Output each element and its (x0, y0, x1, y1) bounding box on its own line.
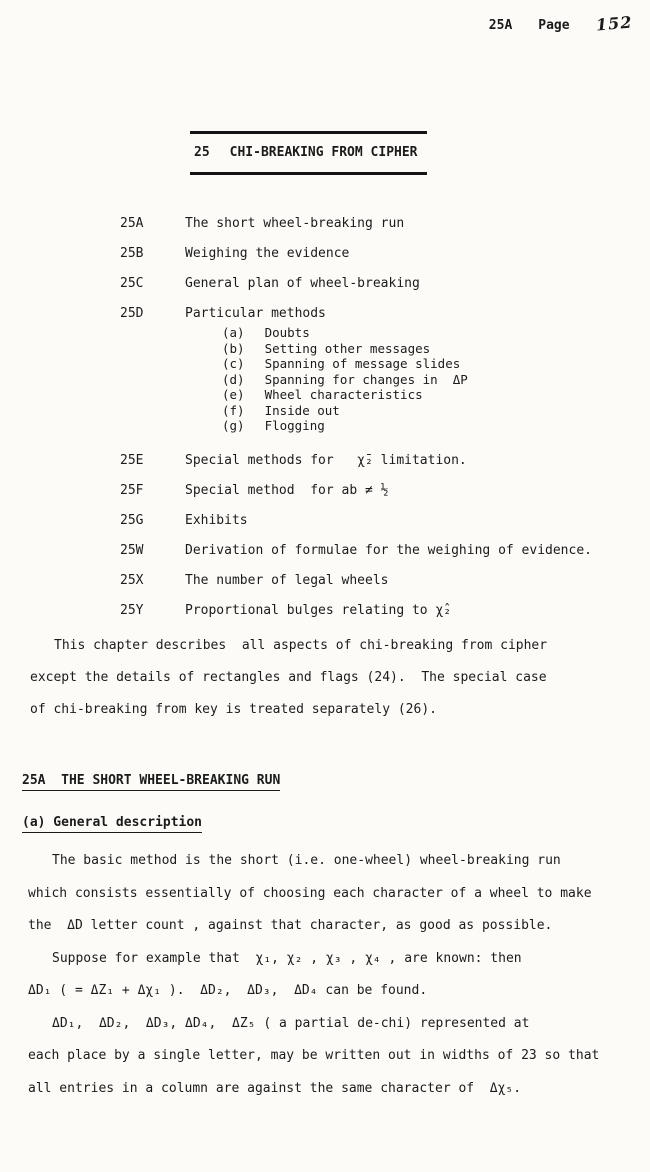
toc-num: 25B (120, 246, 144, 261)
toc-subitem-a (222, 325, 620, 341)
toc-subitem-e (222, 387, 620, 403)
page-header (489, 14, 632, 33)
table-of-contents (120, 215, 620, 632)
toc-num: 25A (120, 216, 144, 231)
toc-num: 25W (120, 542, 144, 558)
toc-label: Proportional bulges relating to χ̂₂ (185, 602, 452, 618)
toc-label: General plan of wheel-breaking (185, 276, 420, 291)
intro-line: This chapter describes all aspects of chi-breaking from cipher (54, 638, 548, 653)
toc-subitem-label: Doubts (264, 325, 310, 340)
body-line: ΔD₁, ΔD₂, ΔD₃, ΔD₄, ΔZ₅ ( a partial de-chi) represented at (52, 1015, 530, 1031)
toc-label: Special method for ab ≠ ½ (185, 482, 389, 498)
body-paragraphs (28, 845, 633, 1105)
toc-subitem-label: Spanning of message slides (264, 356, 461, 371)
toc-num: 25D (120, 306, 144, 321)
toc-row-25e (120, 452, 620, 470)
toc-subitem-label: Setting other messages (264, 340, 431, 356)
section-heading-25a (22, 773, 280, 788)
body-line: each place by a single letter, may be written out in widths of 23 so that (28, 1048, 600, 1063)
intro-paragraph (30, 630, 630, 726)
toc-subitem-label: Inside out (264, 402, 340, 418)
toc-label: The short wheel-breaking run (185, 216, 405, 231)
toc-row-25d (120, 305, 620, 323)
toc-subitem-d (222, 372, 620, 388)
body-line: The basic method is the short (i.e. one-wheel) wheel-breaking run (52, 853, 561, 868)
body-line: all entries in a column are against the same character of Δχ₅. (28, 1080, 522, 1096)
toc-subitem-tag: (c) (222, 356, 245, 371)
subsection-heading-a (22, 815, 202, 830)
toc-label: Particular methods (185, 306, 326, 321)
toc-label: Weighing the evidence (185, 246, 350, 261)
toc-label: Exhibits (185, 512, 248, 528)
toc-row-25c (120, 275, 620, 293)
toc-num: 25E (120, 452, 144, 468)
toc-subitem-tag: (b) (222, 340, 245, 356)
body-line: the ΔD letter count , against that character, as good as possible. (28, 918, 553, 933)
toc-label: Derivation of formulae for the weighing of evidence. (185, 542, 592, 558)
toc-subitem-tag: (g) (222, 418, 245, 433)
toc-subitem-tag: (d) (222, 371, 245, 387)
toc-num: 25F (120, 482, 144, 498)
toc-row-25b (120, 245, 620, 263)
toc-subitem-label: Wheel characteristics (264, 387, 423, 402)
body-line: ΔD₁ ( = ΔZ₁ + Δχ₁ ). ΔD₂, ΔD₃, ΔD₄ can be found. (28, 983, 428, 998)
toc-num: 25Y (120, 602, 144, 618)
toc-subitem-tag: (f) (222, 402, 245, 418)
chapter-number: 25 (194, 145, 210, 160)
toc-num: 25G (120, 512, 144, 528)
toc-subitem-c (222, 356, 620, 372)
section-heading-text: 25A THE SHORT WHEEL-BREAKING RUN (22, 773, 280, 791)
header-page-word: Page (538, 18, 570, 33)
body-line: Suppose for example that χ₁, χ₂ , χ₃ , χ₄ , are known: then (52, 950, 522, 966)
toc-row-25w (120, 542, 620, 560)
toc-sublist-25d (120, 325, 620, 434)
toc-subitem-tag: (e) (222, 387, 245, 402)
toc-row-25f (120, 482, 620, 500)
toc-subitem-g (222, 418, 620, 434)
subsection-heading-text: (a) General description (22, 815, 202, 833)
toc-label: Special methods for χ̄₂ limitation. (185, 452, 467, 468)
toc-row-25g (120, 512, 620, 530)
chapter-title: CHI-BREAKING FROM CIPHER (229, 145, 418, 160)
header-section-ref: 25A (488, 18, 513, 33)
toc-subitem-label: Spanning for changes in ΔP (264, 371, 468, 387)
toc-num: 25C (120, 276, 144, 291)
chapter-title-box (190, 131, 427, 175)
toc-subitem-f (222, 403, 620, 419)
intro-line: except the details of rectangles and flags (24). The special case (30, 670, 547, 685)
toc-subitem-label: Flogging (264, 418, 325, 433)
header-page-number-handwritten: 152 (594, 12, 633, 35)
toc-num: 25X (120, 572, 144, 588)
toc-row-25y (120, 602, 620, 620)
toc-row-25a (120, 215, 620, 233)
toc-label: The number of legal wheels (185, 572, 389, 588)
toc-subitem-b (222, 341, 620, 357)
toc-row-25x (120, 572, 620, 590)
body-line: which consists essentially of choosing each character of a wheel to make (28, 885, 592, 901)
toc-subitem-tag: (a) (222, 325, 245, 340)
intro-line: of chi-breaking from key is treated separately (26). (30, 702, 437, 717)
